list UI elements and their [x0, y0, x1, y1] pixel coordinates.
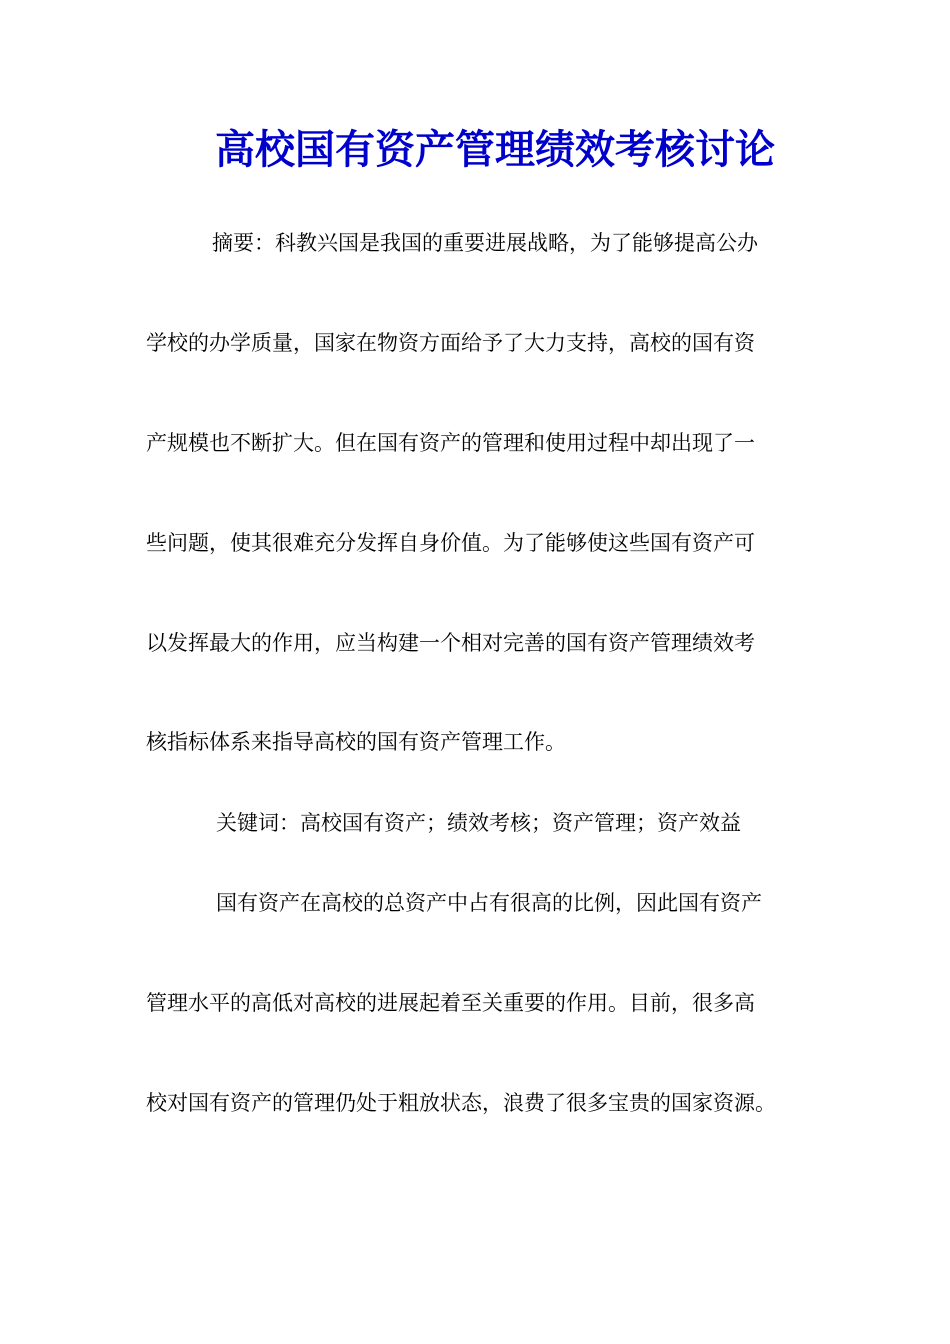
body-line-3: 校对国有资产的管理仍处于粗放状态，浪费了很多宝贵的国家资源。 — [146, 1091, 776, 1115]
abstract-line-3: 产规模也不断扩大。但在国有资产的管理和使用过程中却出现了一 — [146, 431, 755, 455]
abstract-line-4: 些问题，使其很难充分发挥自身价值。为了能够使这些国有资产可 — [146, 531, 755, 555]
abstract-line-1: 摘要：科教兴国是我国的重要进展战略，为了能够提高公办 — [212, 231, 758, 255]
body-line-2: 管理水平的高低对高校的进展起着至关重要的作用。目前，很多高 — [146, 991, 755, 1015]
abstract-line-2: 学校的办学质量，国家在物资方面给予了大力支持，高校的国有资 — [146, 331, 755, 355]
abstract-line-6: 核指标体系来指导高校的国有资产管理工作。 — [146, 730, 566, 754]
abstract-line-5: 以发挥最大的作用，应当构建一个相对完善的国有资产管理绩效考 — [146, 631, 755, 655]
document-title: 高校国有资产管理绩效考核讨论 — [215, 126, 775, 173]
keywords-line: 关键词：高校国有资产；绩效考核；资产管理；资产效益 — [216, 811, 741, 835]
body-line-1: 国有资产在高校的总资产中占有很高的比例，因此国有资产 — [216, 891, 762, 915]
